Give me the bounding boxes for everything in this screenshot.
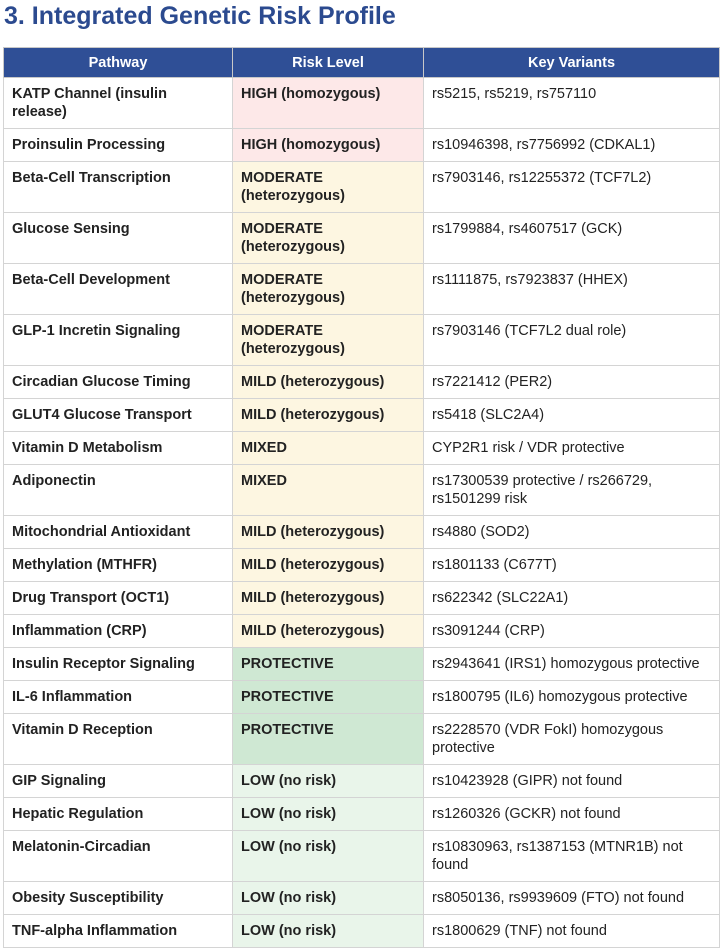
risk-level-cell: HIGH (homozygous) [233,129,424,162]
risk-level-cell: LOW (no risk) [233,765,424,798]
table-row [4,366,720,399]
pathway-cell: Obesity Susceptibility [4,882,233,915]
pathway-cell: Insulin Receptor Signaling [4,648,233,681]
table-row [4,78,720,129]
pathway-cell: TNF-alpha Inflammation [4,915,233,948]
column-header-pathway: Pathway [4,48,233,78]
risk-level-cell: LOW (no risk) [233,831,424,882]
risk-level-cell: LOW (no risk) [233,915,424,948]
table-row [4,831,720,882]
risk-level-cell: LOW (no risk) [233,798,424,831]
table-row [4,915,720,948]
risk-level-cell: MIXED [233,432,424,465]
pathway-cell: Melatonin-Circadian [4,831,233,882]
pathway-cell: Proinsulin Processing [4,129,233,162]
pathway-cell: Circadian Glucose Timing [4,366,233,399]
table-row [4,549,720,582]
pathway-cell: Hepatic Regulation [4,798,233,831]
risk-level-cell: MILD (heterozygous) [233,366,424,399]
table-row [4,516,720,549]
risk-level-cell: LOW (no risk) [233,882,424,915]
key-variants-cell: rs5418 (SLC2A4) [424,399,720,432]
table-header-row [4,48,720,78]
risk-level-cell: MILD (heterozygous) [233,615,424,648]
key-variants-cell: rs2943641 (IRS1) homozygous protective [424,648,720,681]
table-row [4,714,720,765]
key-variants-cell: rs1260326 (GCKR) not found [424,798,720,831]
pathway-cell: IL-6 Inflammation [4,681,233,714]
pathway-cell: GLUT4 Glucose Transport [4,399,233,432]
risk-level-cell: MODERATE (heterozygous) [233,162,424,213]
key-variants-cell: rs10946398, rs7756992 (CDKAL1) [424,129,720,162]
risk-level-cell: MILD (heterozygous) [233,582,424,615]
table-row [4,129,720,162]
key-variants-cell: rs1800629 (TNF) not found [424,915,720,948]
risk-level-cell: MILD (heterozygous) [233,549,424,582]
table-row [4,162,720,213]
table-row [4,432,720,465]
table-row [4,582,720,615]
table-row [4,648,720,681]
risk-level-cell: MODERATE (heterozygous) [233,213,424,264]
key-variants-cell: rs7903146, rs12255372 (TCF7L2) [424,162,720,213]
risk-level-cell: MIXED [233,465,424,516]
risk-level-cell: MILD (heterozygous) [233,516,424,549]
table-row [4,882,720,915]
table-row [4,765,720,798]
pathway-cell: Mitochondrial Antioxidant [4,516,233,549]
risk-level-cell: PROTECTIVE [233,681,424,714]
risk-level-cell: PROTECTIVE [233,648,424,681]
risk-level-cell: HIGH (homozygous) [233,78,424,129]
key-variants-cell: rs622342 (SLC22A1) [424,582,720,615]
key-variants-cell: rs5215, rs5219, rs757110 [424,78,720,129]
table-row [4,315,720,366]
pathway-cell: Adiponectin [4,465,233,516]
key-variants-cell: rs8050136, rs9939609 (FTO) not found [424,882,720,915]
key-variants-cell: rs3091244 (CRP) [424,615,720,648]
key-variants-cell: rs1111875, rs7923837 (HHEX) [424,264,720,315]
table-row [4,399,720,432]
pathway-cell: Inflammation (CRP) [4,615,233,648]
pathway-cell: GIP Signaling [4,765,233,798]
table-body [4,78,720,948]
key-variants-cell: rs1799884, rs4607517 (GCK) [424,213,720,264]
key-variants-cell: rs2228570 (VDR FokI) homozygous protective [424,714,720,765]
key-variants-cell: rs1801133 (C677T) [424,549,720,582]
key-variants-cell: rs7221412 (PER2) [424,366,720,399]
table-row [4,264,720,315]
pathway-cell: Beta-Cell Development [4,264,233,315]
table-row [4,213,720,264]
pathway-cell: Glucose Sensing [4,213,233,264]
table-row [4,465,720,516]
risk-level-cell: MODERATE (heterozygous) [233,315,424,366]
pathway-cell: GLP-1 Incretin Signaling [4,315,233,366]
table-row [4,615,720,648]
key-variants-cell: CYP2R1 risk / VDR protective [424,432,720,465]
key-variants-cell: rs1800795 (IL6) homozygous protective [424,681,720,714]
risk-level-cell: MILD (heterozygous) [233,399,424,432]
key-variants-cell: rs17300539 protective / rs266729, rs1501299 risk [424,465,720,516]
pathway-cell: Methylation (MTHFR) [4,549,233,582]
column-header-key-variants: Key Variants [424,48,720,78]
key-variants-cell: rs7903146 (TCF7L2 dual role) [424,315,720,366]
column-header-risk-level: Risk Level [233,48,424,78]
pathway-cell: Vitamin D Metabolism [4,432,233,465]
risk-level-cell: PROTECTIVE [233,714,424,765]
key-variants-cell: rs10830963, rs1387153 (MTNR1B) not found [424,831,720,882]
risk-level-cell: MODERATE (heterozygous) [233,264,424,315]
key-variants-cell: rs4880 (SOD2) [424,516,720,549]
pathway-cell: Vitamin D Reception [4,714,233,765]
table-row [4,681,720,714]
risk-profile-table [3,47,720,948]
pathway-cell: KATP Channel (insulin release) [4,78,233,129]
key-variants-cell: rs10423928 (GIPR) not found [424,765,720,798]
pathway-cell: Drug Transport (OCT1) [4,582,233,615]
page-title: 3. Integrated Genetic Risk Profile [4,2,396,30]
pathway-cell: Beta-Cell Transcription [4,162,233,213]
table-row [4,798,720,831]
